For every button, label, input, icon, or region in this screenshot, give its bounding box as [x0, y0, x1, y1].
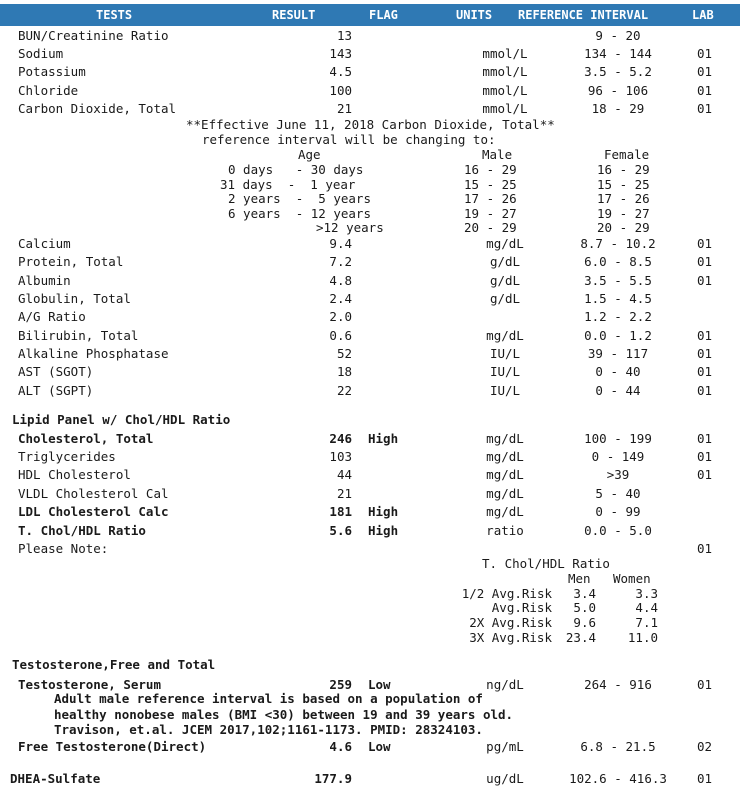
table-row [0, 383, 740, 401]
header-flag: FLAG [369, 8, 398, 22]
testosterone-note-line3: Travison, et.al. JCEM 2017,102;1161-1173. PMID: 28324103. [54, 722, 483, 737]
table-row [0, 28, 740, 46]
test-lab: 01 [697, 101, 713, 116]
test-name: A/G Ratio [18, 309, 86, 324]
test-result: 44 [336, 467, 352, 482]
test-result: 9.4 [329, 236, 352, 251]
test-name: Bilirubin, Total [18, 328, 139, 343]
test-units: IU/L [489, 346, 521, 361]
test-result: 18 [336, 364, 352, 379]
test-lab: 01 [697, 273, 713, 288]
section-testosterone: Testosterone,Free and Total [12, 657, 216, 672]
ratio-table-title: T. Chol/HDL Ratio [482, 556, 610, 571]
header-tests: TESTS [96, 8, 133, 22]
table-row [0, 328, 740, 346]
test-reference-interval: >39 [606, 467, 630, 482]
table-row [0, 504, 740, 522]
test-reference-interval: 0.0 - 5.0 [584, 523, 652, 538]
test-units: mg/dL [486, 467, 524, 482]
ratio-men-value: 23.4 [565, 630, 596, 645]
test-name: T. Chol/HDL Ratio [18, 523, 146, 538]
table-row [0, 46, 740, 64]
ratio-men-value: 5.0 [573, 600, 596, 615]
test-reference-interval: 0 - 44 [595, 383, 641, 398]
test-reference-interval: 3.5 - 5.5 [584, 273, 652, 288]
table-row [0, 771, 740, 789]
test-reference-interval: 264 - 916 [584, 677, 652, 692]
test-name: HDL Cholesterol [18, 467, 131, 482]
test-name: LDL Cholesterol Calc [18, 504, 169, 519]
test-result: 100 [329, 83, 352, 98]
test-result: 4.5 [329, 64, 352, 79]
table-row [0, 486, 740, 504]
co2-female-range: 16 - 29 [597, 162, 650, 177]
ratio-table-women: Women [613, 571, 651, 586]
test-lab: 02 [697, 739, 713, 754]
test-name: Protein, Total [18, 254, 124, 269]
table-row [0, 291, 740, 309]
co2-age-range: >12 years [316, 220, 384, 235]
test-units: IU/L [489, 364, 521, 379]
test-name: VLDL Cholesterol Cal [18, 486, 169, 501]
co2-note-line1: **Effective June 11, 2018 Carbon Dioxide, Total** [186, 117, 555, 132]
test-units: mmol/L [482, 64, 528, 79]
test-name: Testosterone, Serum [18, 677, 161, 692]
test-units: ug/dL [486, 771, 524, 786]
co2-male-range: 16 - 29 [464, 162, 517, 177]
test-flag: High [368, 523, 399, 538]
test-lab: 01 [697, 771, 713, 786]
ratio-risk-label: Avg.Risk [491, 600, 552, 615]
test-units: mmol/L [482, 101, 528, 116]
test-units: ratio [486, 523, 524, 538]
ratio-women-value: 3.3 [635, 586, 658, 601]
test-reference-interval: 3.5 - 5.2 [584, 64, 652, 79]
ratio-men-value: 3.4 [573, 586, 596, 601]
test-name: Potassium [18, 64, 86, 79]
test-name: ALT (SGPT) [18, 383, 94, 398]
test-result: 13 [336, 28, 352, 43]
test-units: g/dL [489, 254, 521, 269]
test-reference-interval: 6.0 - 8.5 [584, 254, 652, 269]
test-result: 0.6 [329, 328, 352, 343]
test-result: 4.8 [329, 273, 352, 288]
table-row [0, 254, 740, 272]
test-lab: 01 [697, 467, 713, 482]
test-units: ng/dL [486, 677, 524, 692]
test-flag: Low [368, 677, 391, 692]
testosterone-note-line1: Adult male reference interval is based on a population of [54, 691, 483, 706]
test-units: mg/dL [486, 449, 524, 464]
co2-male-range: 19 - 27 [464, 206, 517, 221]
test-result: 22 [336, 383, 352, 398]
test-result: 7.2 [329, 254, 352, 269]
table-row [0, 64, 740, 82]
test-name: Albumin [18, 273, 71, 288]
test-result: 103 [329, 449, 352, 464]
test-reference-interval: 100 - 199 [584, 431, 652, 446]
test-lab: 01 [697, 236, 713, 251]
test-units: mg/dL [486, 236, 524, 251]
test-reference-interval: 102.6 - 416.3 [569, 771, 667, 786]
co2-age-range: 6 years - 12 years [228, 206, 371, 221]
test-result: 246 [329, 431, 352, 446]
test-result: 2.0 [329, 309, 352, 324]
test-units: mmol/L [482, 83, 528, 98]
test-flag: High [368, 504, 399, 519]
table-row [0, 83, 740, 101]
ratio-risk-label: 1/2 Avg.Risk [461, 586, 552, 601]
test-result: 52 [336, 346, 352, 361]
table-row [0, 364, 740, 382]
ratio-women-value: 7.1 [635, 615, 658, 630]
ratio-men-value: 9.6 [573, 615, 596, 630]
test-lab: 01 [697, 83, 713, 98]
test-units: g/dL [489, 273, 521, 288]
test-reference-interval: 39 - 117 [587, 346, 649, 361]
ratio-table-men: Men [568, 571, 591, 586]
test-lab: 01 [697, 364, 713, 379]
co2-female-header: Female [604, 147, 650, 162]
co2-female-range: 20 - 29 [597, 220, 650, 235]
header-lab: LAB [692, 8, 714, 22]
test-reference-interval: 9 - 20 [595, 28, 641, 43]
co2-male-range: 17 - 26 [464, 191, 517, 206]
ratio-risk-label: 2X Avg.Risk [469, 615, 552, 630]
test-name: Please Note: [18, 541, 109, 556]
test-units: mmol/L [482, 46, 528, 61]
test-reference-interval: 0 - 99 [595, 504, 641, 519]
test-reference-interval: 6.8 - 21.5 [580, 739, 656, 754]
test-units: g/dL [489, 291, 521, 306]
table-row [0, 236, 740, 254]
test-lab: 01 [697, 431, 713, 446]
test-reference-interval: 18 - 29 [591, 101, 645, 116]
test-units: mg/dL [486, 486, 524, 501]
co2-male-range: 20 - 29 [464, 220, 517, 235]
test-lab: 01 [697, 346, 713, 361]
testosterone-note-line2: healthy nonobese males (BMI <30) between 19 and 39 years old. [54, 707, 514, 722]
test-lab: 01 [697, 64, 713, 79]
ratio-women-value: 11.0 [627, 630, 658, 645]
test-result: 177.9 [314, 771, 352, 786]
co2-age-range: 31 days - 1 year [220, 177, 356, 192]
co2-age-header: Age [298, 147, 321, 162]
test-units: mg/dL [486, 431, 524, 446]
test-flag: High [368, 431, 399, 446]
test-reference-interval: 0 - 149 [591, 449, 645, 464]
test-name: Free Testosterone(Direct) [18, 739, 207, 754]
test-name: Triglycerides [18, 449, 116, 464]
header-reference-interval: REFERENCE INTERVAL [518, 8, 649, 22]
test-flag: Low [368, 739, 391, 754]
co2-note-line2: reference interval will be changing to: [202, 132, 496, 147]
test-result: 2.4 [329, 291, 352, 306]
test-result: 259 [329, 677, 352, 692]
test-name: Globulin, Total [18, 291, 131, 306]
ratio-risk-label: 3X Avg.Risk [469, 630, 552, 645]
table-row [0, 449, 740, 467]
test-name: AST (SGOT) [18, 364, 94, 379]
test-lab: 01 [697, 46, 713, 61]
table-row [0, 431, 740, 449]
test-result: 4.6 [329, 739, 352, 754]
test-reference-interval: 8.7 - 10.2 [580, 236, 656, 251]
table-row [0, 346, 740, 364]
table-row [0, 467, 740, 485]
test-result: 21 [336, 486, 352, 501]
test-lab: 01 [697, 541, 713, 556]
test-reference-interval: 96 - 106 [587, 83, 649, 98]
table-row [0, 309, 740, 327]
test-lab: 01 [697, 677, 713, 692]
test-lab: 01 [697, 254, 713, 269]
test-lab: 01 [697, 449, 713, 464]
ratio-women-value: 4.4 [635, 600, 658, 615]
test-units: pg/mL [486, 739, 524, 754]
test-reference-interval: 0 - 40 [595, 364, 641, 379]
co2-female-range: 17 - 26 [597, 191, 650, 206]
test-name: Calcium [18, 236, 71, 251]
test-reference-interval: 1.5 - 4.5 [584, 291, 652, 306]
test-reference-interval: 5 - 40 [595, 486, 641, 501]
test-name: Sodium [18, 46, 64, 61]
test-name: Cholesterol, Total [18, 431, 154, 446]
test-units: IU/L [489, 383, 521, 398]
test-name: Carbon Dioxide, Total [18, 101, 177, 116]
table-row [0, 541, 740, 559]
test-units: mg/dL [486, 504, 524, 519]
table-header [0, 4, 740, 26]
test-result: 143 [329, 46, 352, 61]
test-name: DHEA-Sulfate [10, 771, 101, 786]
test-lab: 01 [697, 328, 713, 343]
co2-male-range: 15 - 25 [464, 177, 517, 192]
test-name: Chloride [18, 83, 79, 98]
co2-female-range: 15 - 25 [597, 177, 650, 192]
header-result: RESULT [272, 8, 316, 22]
table-row [0, 739, 740, 757]
test-lab: 01 [697, 383, 713, 398]
test-result: 5.6 [329, 523, 352, 538]
test-reference-interval: 134 - 144 [584, 46, 652, 61]
test-name: Alkaline Phosphatase [18, 346, 169, 361]
test-reference-interval: 1.2 - 2.2 [584, 309, 652, 324]
test-units: mg/dL [486, 328, 524, 343]
test-reference-interval: 0.0 - 1.2 [584, 328, 652, 343]
header-units: UNITS [456, 8, 493, 22]
table-row [0, 523, 740, 541]
test-result: 181 [329, 504, 352, 519]
section-lipid-panel: Lipid Panel w/ Chol/HDL Ratio [12, 412, 231, 427]
test-name: BUN/Creatinine Ratio [18, 28, 169, 43]
co2-age-range: 0 days - 30 days [228, 162, 364, 177]
co2-age-range: 2 years - 5 years [228, 191, 371, 206]
co2-female-range: 19 - 27 [597, 206, 650, 221]
table-row [0, 273, 740, 291]
co2-male-header: Male [482, 147, 513, 162]
test-result: 21 [336, 101, 352, 116]
